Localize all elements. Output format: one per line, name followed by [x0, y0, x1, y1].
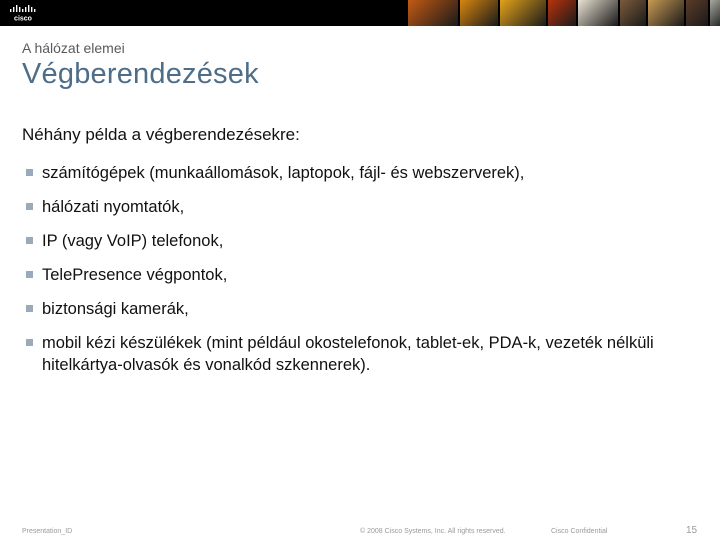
cisco-logo — [9, 4, 43, 22]
top-banner — [0, 0, 720, 26]
slide-title: Végberendezések — [22, 58, 259, 90]
bullet-square-icon — [26, 271, 33, 278]
people-photo-strip — [408, 0, 720, 26]
bullet-item — [26, 196, 686, 218]
page-number: 15 — [686, 525, 698, 536]
person-photo — [548, 0, 576, 26]
person-photo — [460, 0, 498, 26]
bullet-item — [26, 162, 686, 184]
bullet-item — [26, 332, 686, 376]
bullet-text: TelePresence végpontok, — [42, 266, 228, 284]
bullet-square-icon — [26, 169, 33, 176]
person-photo — [500, 0, 546, 26]
bullet-square-icon — [26, 305, 33, 312]
footer-confidential: Cisco Confidential — [551, 528, 608, 535]
person-photo — [620, 0, 646, 26]
person-photo — [408, 0, 458, 26]
bullet-text: mobil kézi készülékek (mint például okostelefonok, tablet-ek, PDA-k, vezeték nélküli hitelkártya-olvasók és vonalkód szkennerek). — [42, 334, 654, 374]
person-photo — [686, 0, 708, 26]
footer-copyright: © 2008 Cisco Systems, Inc. All rights reserved. — [360, 528, 506, 535]
person-photo — [710, 0, 720, 26]
bullet-text: IP (vagy VoIP) telefonok, — [42, 232, 224, 250]
svg-text:cisco: cisco — [14, 15, 32, 22]
intro-text: Néhány példa a végberendezésekre: — [22, 125, 300, 144]
bullet-item — [26, 230, 686, 252]
bullet-text: biztonsági kamerák, — [42, 300, 189, 318]
person-photo — [648, 0, 684, 26]
footer-presentation-id: Presentation_ID — [22, 528, 73, 535]
person-photo — [578, 0, 618, 26]
bullet-text: számítógépek (munkaállomások, laptopok, fájl- és webszerverek), — [42, 164, 525, 182]
bullet-square-icon — [26, 237, 33, 244]
section-title: A hálózat elemei — [22, 40, 125, 56]
bullet-square-icon — [26, 203, 33, 210]
bullet-list — [26, 162, 686, 388]
bullet-item — [26, 298, 686, 320]
bullet-text: hálózati nyomtatók, — [42, 198, 185, 216]
bullet-item — [26, 264, 686, 286]
bullet-square-icon — [26, 339, 33, 346]
